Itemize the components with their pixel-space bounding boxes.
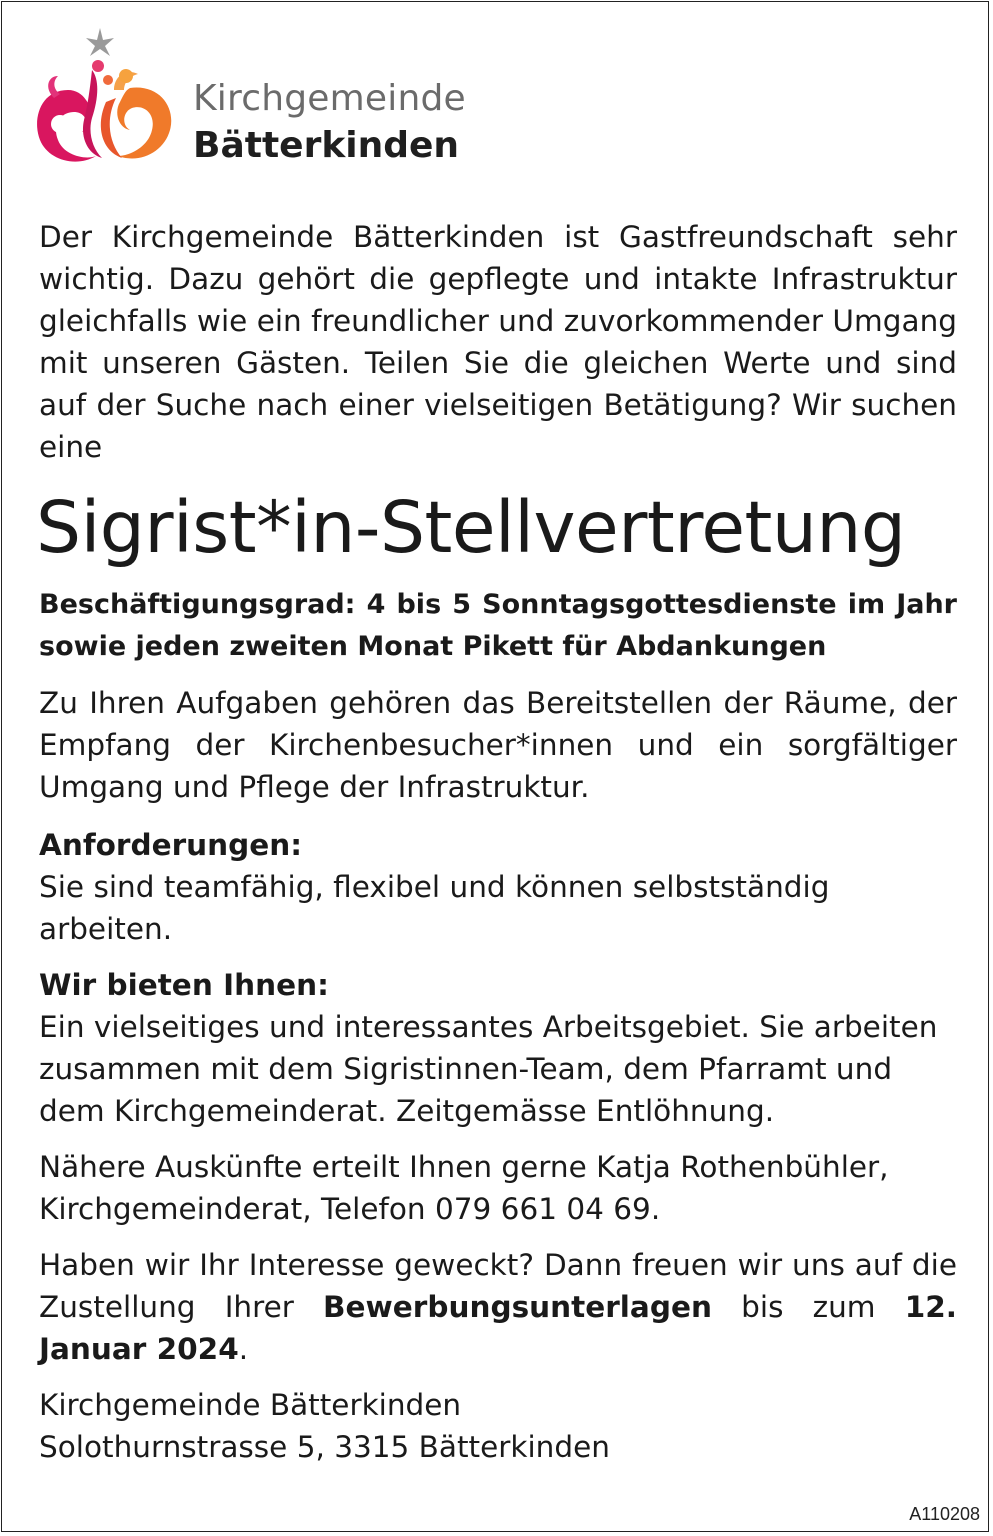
offer-text: Ein vielseitiges und interessantes Arbeitsgebiet. Sie arbeiten zusammen mit dem Sigristinnen-Team, dem Pfarramt und dem Kirchgemeinderat. Zeitgemässe Entlöhnung. (39, 1010, 938, 1128)
contact-info: Nähere Auskünfte erteilt Ihnen gerne Katja Rothenbühler, Kirchgemeinderat, Telefon 079 661 04 69. (39, 1150, 889, 1226)
employment-level: Beschäftigungsgrad: 4 bis 5 Sonntagsgottesdienste im Jahr sowie jeden zweiten Monat Pikett für Abdankungen (39, 589, 957, 662)
application-text-pre: Haben wir Ihr Interesse geweckt? Dann freuen wir uns auf die Zustellung Ihrer (39, 1248, 957, 1324)
requirements-section (39, 824, 957, 950)
intro-paragraph: Der Kirchgemeinde Bätterkinden ist Gastfreundschaft sehr wichtig. Dazu gehört die gepflegte und intakte Infrastruktur gleichfalls wie ein freundlicher und zuvorkommender Umgang mit unseren Gästen. Teilen Sie die gleichen Werte und sind auf der Suche nach einer vielseitigen Betätigung? Wir suchen eine (39, 220, 957, 464)
requirements-heading: Anforderungen: (39, 828, 303, 862)
ad-reference-number: A110208 (909, 1504, 980, 1524)
application-documents: Bewerbungsunterlagen (323, 1290, 712, 1324)
offer-heading: Wir bieten Ihnen: (39, 968, 329, 1002)
address-line-1: Kirchgemeinde Bätterkinden (39, 1388, 462, 1422)
job-advertisement (1, 1, 989, 1532)
application-text-mid: bis zum (711, 1290, 905, 1324)
ad-content (36, 216, 957, 1468)
logo-text-kirchgemeinde: Kirchgemeinde (193, 78, 466, 119)
application-text-post: . (238, 1332, 249, 1366)
logo-text-baetterkinden: Bätterkinden (193, 125, 460, 166)
tasks-paragraph: Zu Ihren Aufgaben gehören das Bereitstellen der Räume, der Empfang der Kirchenbesucher*innen und ein sorgfältiger Umgang und Pflege der Infrastruktur. (39, 686, 957, 804)
requirements-text: Sie sind teamfähig, flexibel und können selbstständig arbeiten. (39, 870, 830, 946)
job-title: Sigrist*in-Stellvertretung (36, 486, 906, 569)
address-block (39, 1384, 957, 1468)
church-emblem-icon (30, 28, 190, 173)
church-logo (30, 28, 530, 173)
application-deadline: 12. Januar 2024 (39, 1290, 957, 1366)
offer-section (39, 964, 957, 1132)
application-paragraph (39, 1244, 957, 1370)
address-line-2: Solothurnstrasse 5, 3315 Bätterkinden (39, 1430, 610, 1464)
